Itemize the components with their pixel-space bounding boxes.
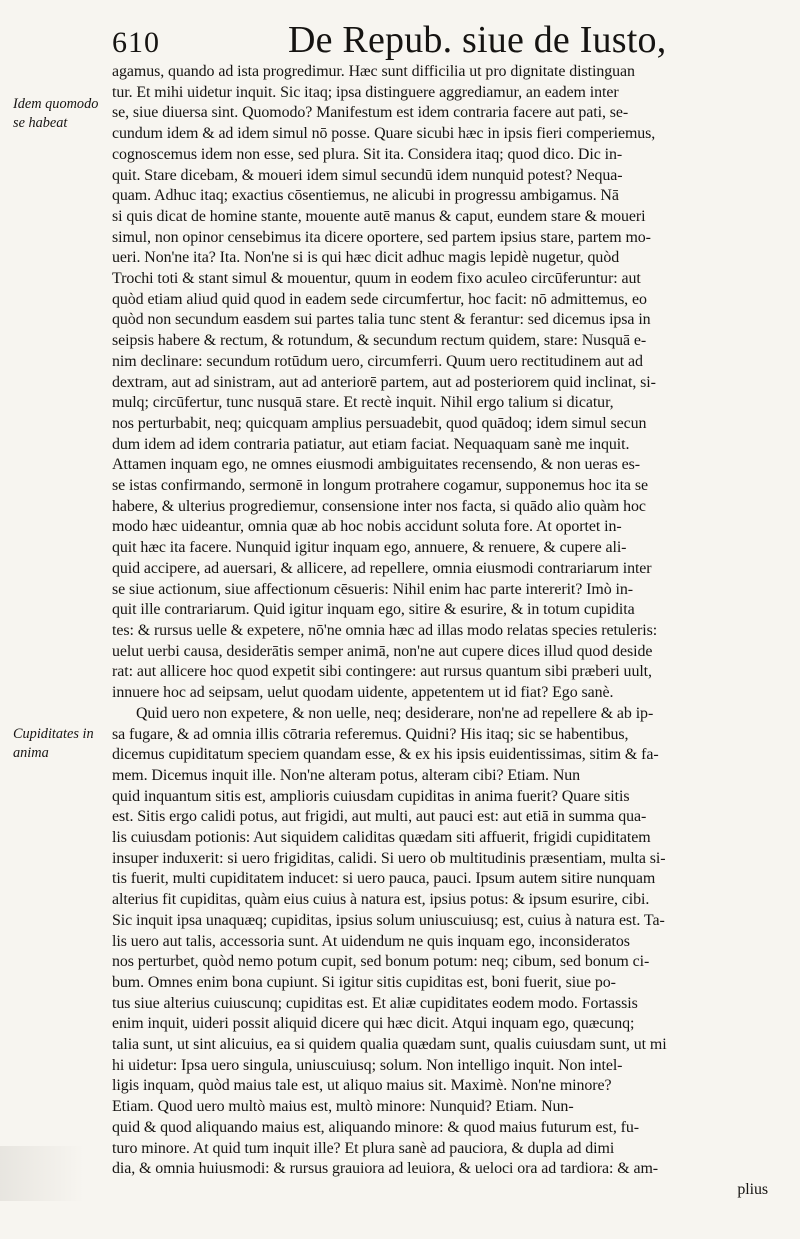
- text-line: Trochi toti & stant simul & mouentur, quum in eodem fixo aculeo circūferuntur: aut: [112, 270, 641, 288]
- text-line: si quis dicat de homine stante, mouente autē manus & caput, eundem stare & moueri: [112, 207, 646, 225]
- text-line: plius: [737, 1180, 768, 1198]
- text-line: sa fugare, & ad omnia illis cōtraria referemus. Quidni? His itaq; sic se habentibus,: [112, 725, 629, 743]
- text-line: tus siue alterius cuiuscunq; cupiditas est. Et aliæ cupiditates eodem modo. Fortassis: [112, 994, 638, 1012]
- text-line: innuere hoc ad seipsam, uelut quodam uidente, appetentem ut id fiat? Ego sanè.: [112, 684, 614, 702]
- margin-note-idem-quomodo: Idem quomodo se habeat: [13, 96, 99, 131]
- text-line: est. Sitis ergo calidi potus, aut frigidi, aut multi, aut pauci est: aut etiā in summa qua-: [112, 808, 647, 826]
- text-line: uelut uerbi causa, desiderātis semper animā, non'ne aut cupere dices illud quod deside: [112, 642, 653, 660]
- text-line: enim inquit, uideri possit aliquid dicere qui hæc dicit. Atqui inquam ego, quæcunq;: [112, 1015, 635, 1033]
- text-line: quid & quod aliquando maius est, aliquando minore: & quod maius futurum est, fu-: [112, 1118, 639, 1136]
- text-line: quid inquantum sitis est, amplioris cuiusdam cupiditas in anima fuerit? Quare sitis: [112, 787, 630, 805]
- text-line: cognoscemus idem non esse, sed plura. Sit ita. Considera itaq; quod dico. Dic in-: [112, 145, 623, 163]
- text-line: hi uidetur: Ipsa uero singula, uniuscuiusq; solum. Non intelligo inquit. Non intel-: [112, 1056, 623, 1074]
- text-line: Quid uero non expetere, & non uelle, neq; desiderare, non'ne ad repellere & ab ip-: [136, 704, 654, 722]
- text-line: habere, & ulterius progrediemur, consensione inter nos facta, si quādo alio quàm hoc: [112, 497, 646, 515]
- text-line: quid accipere, ad auersari, & allicere, ad repellere, omnia eiusmodi contrariarum inter: [112, 559, 652, 577]
- text-line: quit ille contrariarum. Quid igitur inquam ego, sitire & esurire, & in totum cupidita: [112, 601, 635, 619]
- text-line: Attamen inquam ego, ne omnes eiusmodi ambiguitates recensendo, & non ueras es-: [112, 456, 640, 474]
- text-line: tes: & rursus uelle & expetere, nō'ne omnia hæc ad illas modo relatas species retuleris:: [112, 621, 658, 639]
- text-line: rat: aut allicere hoc quod expetit sibi contingere: aut rursus quantum sibi præberi uult,: [112, 663, 652, 681]
- text-line: se siue actionum, siue affectionum cēsueris: Nihil enim hac parte intererit? Imò in-: [112, 580, 633, 598]
- text-line: modo hæc uideantur, omnia quæ ab hoc nobis accidunt soluta fore. At oportet in-: [112, 518, 622, 536]
- text-line: mem. Dicemus inquit ille. Non'ne alteram potus, alteram cibi? Etiam. Nun: [112, 766, 581, 784]
- text-line: quit. Stare dicebam, & moueri idem simul secundū idem nunquid potest? Nequa-: [112, 166, 623, 184]
- text-line: agamus, quando ad ista progredimur. Hæc sunt difficilia ut pro dignitate distinguan: [112, 63, 635, 80]
- margin-note-cupiditates: Cupiditates in anima: [13, 726, 94, 761]
- body-text: [112, 62, 780, 1201]
- text-line: se, siue diuersa sint. Quomodo? Manifestum est idem contraria facere aut pati, se-: [112, 104, 629, 122]
- text-line: nim declinare: secundum rotūdum uero, circumferri. Quum uero rectitudinem aut ad: [112, 352, 643, 370]
- text-line: insuper induxerit: si uero frigiditas, calidi. Si uero ob multitudinis præsentiam, multa si-: [112, 849, 666, 867]
- text-line: turo minore. At quid tum inquit ille? Et plura sanè ad pauciora, & dupla ad dimi: [112, 1139, 615, 1157]
- text-line: quam. Adhuc itaq; exactius cōsentiemus, ne alicubi in progressu ambigamus. Nā: [112, 187, 619, 205]
- text-line: dicemus cupiditatum speciem quandam esse, & ex his ipsis euidentissimas, sitim & fa-: [112, 746, 659, 764]
- text-line: talia sunt, ut sint alicuius, ea si quidem qualia quædam sunt, qualis cuiusdam sunt, ut mi: [112, 1036, 667, 1054]
- text-line: dextram, aut ad sinistram, aut ad anteriorē partem, aut ad posteriorem quid inclinat, si-: [112, 373, 656, 391]
- text-line: lis cuiusdam potionis: Aut siquidem caliditas quædam siti affuerit, frigidi cupiditatem: [112, 829, 651, 847]
- text-line: dum idem ad idem contraria patiatur, aut etiam faciat. Nequaquam sanè me inquit.: [112, 435, 630, 453]
- text-line: quit hæc ita facere. Nunquid igitur inquam ego, annuere, & renuere, & cupere ali-: [112, 539, 627, 557]
- text-line: simul, non opinor censebimus ita dicere oportere, sed partem ipsius stare, partem mo-: [112, 228, 651, 246]
- text-line: nos perturbabit, neq; quicquam amplius persuadebit, quod quādoq; idem simul secun: [112, 414, 647, 432]
- text-line: tis fuerit, multi cupiditatem inducet: si uero pauca, pauci. Ipsum autem sitire nunquam: [112, 870, 656, 888]
- text-line: tur. Et mihi uidetur inquit. Sic itaq; ipsa distinguere aggrediamur, an eadem inter: [112, 83, 619, 101]
- text-line: quòd etiam aliud quid quod in eadem sede circumfertur, hoc facit: nō admittemus, eo: [112, 290, 647, 308]
- text-line: mulq; circūfertur, tunc nusquā stare. Et rectè inquit. Nihil ergo talium si dicatur,: [112, 394, 614, 412]
- text-line: bum. Omnes enim bona cupiunt. Si igitur sitis cupiditas est, boni fuerit, siue po-: [112, 973, 616, 991]
- text-line: se istas confirmando, sermonē in longum protrahere cogamur, supponemus hoc ita se: [112, 477, 648, 495]
- running-title: De Repub. siue de Iusto,: [288, 19, 667, 61]
- page-number: 610: [112, 26, 160, 59]
- text-line: Etiam. Quod uero multò maius est, multò minore: Nunquid? Etiam. Nun-: [112, 1098, 574, 1116]
- text-line: nos perturbet, quòd nemo potum cupit, sed bonum potum: neq; cibum, sed bonum ci-: [112, 953, 650, 971]
- text-line: ligis inquam, quòd maius tale est, ut aliquo maius sit. Maximè. Non'ne minore?: [112, 1077, 612, 1095]
- text-line: lis uero aut talis, accessoria sunt. At uidendum ne quis inquam ego, inconsideratos: [112, 932, 630, 950]
- text-line: seipsis habere & rectum, & rotundum, & secundum rectum quidem, stare: Nusquā e-: [112, 332, 647, 350]
- text-line: dia, & omnia huiusmodi: & rursus grauiora ad leuiora, & ueloci ora ad tardiora: & am-: [112, 1160, 658, 1178]
- text-line: alterius fit cupiditas, quàm eius cuius à natura est, ipsius potus: & ipsum esurire, cibi.: [112, 891, 650, 909]
- text-line: quòd non secundum easdem sui partes talia tunc stent & ferantur: sed dicemus ipsa in: [112, 311, 651, 329]
- text-line: ueri. Non'ne ita? Ita. Non'ne si is qui hæc dicit adhuc magis lepidè nugetur, quòd: [112, 249, 620, 267]
- text-line: Sic inquit ipsa unaquæq; cupiditas, ipsius solum uniuscuiusq; est, cuius à natura est. Ta-: [112, 911, 665, 929]
- text-line: cundum idem & ad idem simul nō posse. Quare sicubi hæc in ipsis fieri comperiemus,: [112, 125, 656, 143]
- reverse-page-show-through: [0, 1146, 112, 1201]
